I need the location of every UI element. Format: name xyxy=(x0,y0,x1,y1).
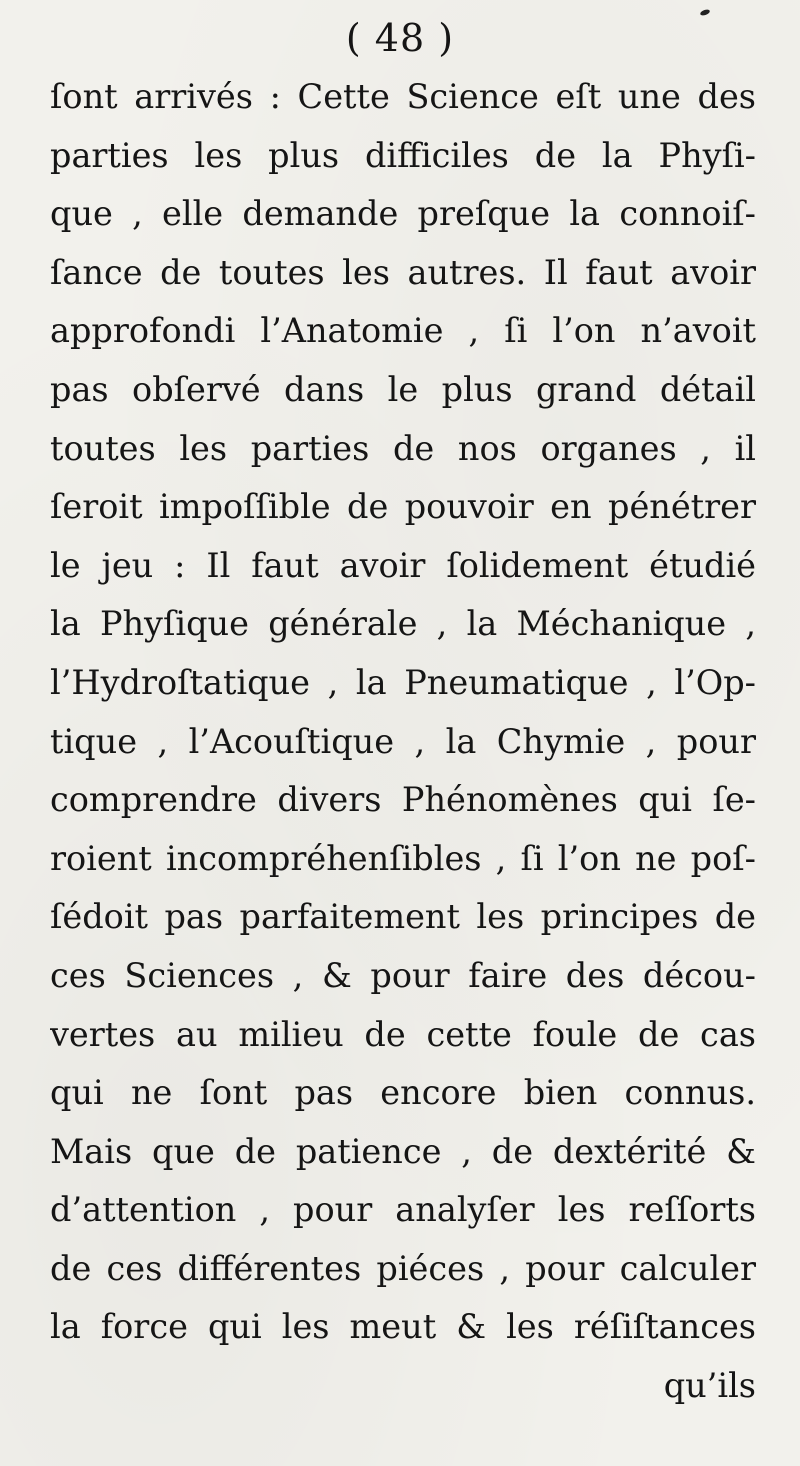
text-line: ſance de toutes les autres. Il faut avoir xyxy=(50,252,756,292)
text-line: roient incompréhenſibles , ſi l’on ne poſ- xyxy=(50,838,756,878)
text-line: l’Hydroſtatique , la Pneumatique , l’Op- xyxy=(50,662,756,702)
text-line: d’attention , pour analyſer les reſſorts xyxy=(50,1190,756,1230)
text-line: comprendre divers Phénomènes qui ſe- xyxy=(50,780,756,820)
text-line: ſont arrivés : Cette Science eſt une des xyxy=(50,77,756,116)
text-line: de ces différentes piéces , pour calculer xyxy=(50,1248,756,1288)
text-line: la Phyſique générale , la Méchanique , xyxy=(50,604,756,644)
text-line: qui ne ſont pas encore bien connus. xyxy=(50,1073,756,1113)
text-line: que , elle demande preſque la connoiſ- xyxy=(50,194,756,234)
text-line: ſeroit impoſſible de pouvoir en pénétrer xyxy=(50,487,756,527)
body-text xyxy=(50,68,756,1416)
text-line: ces Sciences , & pour faire des décou- xyxy=(50,955,756,995)
text-line: Mais que de patience , de dextérité & xyxy=(50,1131,756,1171)
text-line: la force qui les meut & les réſiſtances xyxy=(50,1307,756,1347)
text-line: tique , l’Acouſtique , la Chymie , pour xyxy=(50,721,756,761)
text-line: le jeu : Il faut avoir ſolidement étudié xyxy=(50,545,756,585)
text-line: approfondi l’Anatomie , ſi l’on n’avoit xyxy=(50,311,756,351)
text-line: pas obſervé dans le plus grand détail xyxy=(50,369,756,409)
text-line: toutes les parties de nos organes , il xyxy=(50,428,756,468)
text-line: vertes au milieu de cette foule de cas xyxy=(50,1014,756,1054)
text-line: ſédoit pas parfaitement les principes de xyxy=(50,897,756,937)
catchword: qu’ils xyxy=(663,1366,756,1406)
page-number: ( 48 ) xyxy=(345,16,455,60)
text-line: parties les plus difficiles de la Phyſi- xyxy=(50,135,756,175)
